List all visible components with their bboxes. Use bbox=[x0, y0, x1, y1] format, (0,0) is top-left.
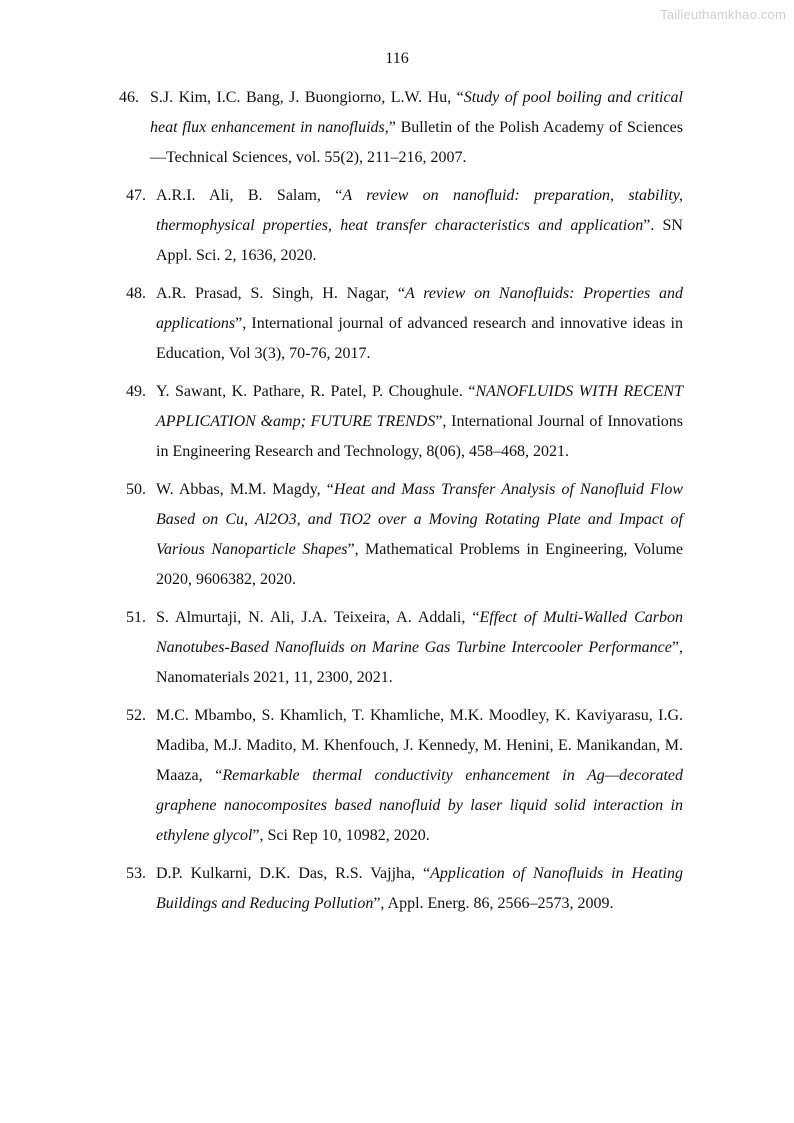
reference-item bbox=[118, 701, 683, 851]
reference-authors: S. Almurtaji, N. Ali, J.A. Teixeira, A. Addali, “ bbox=[156, 609, 480, 626]
reference-item bbox=[118, 475, 683, 595]
reference-title: NANOFLUIDS WITH RECENT APPLICATION &amp; FUTURE TRENDS bbox=[156, 383, 683, 430]
reference-list bbox=[118, 83, 683, 927]
reference-source: ”, Mathematical Problems in Engineering, Volume 2020, 9606382, 2020. bbox=[156, 541, 684, 588]
reference-source: ”, International Journal of Innovations in Engineering Research and Technology, 8(06), 458–468, 2021. bbox=[156, 413, 683, 460]
reference-number: 48. bbox=[126, 285, 146, 302]
page-number: 116 bbox=[385, 50, 409, 67]
reference-number: 50. bbox=[126, 481, 146, 498]
reference-authors: D.P. Kulkarni, D.K. Das, R.S. Vajjha, “ bbox=[156, 865, 431, 882]
reference-number: 51. bbox=[126, 609, 146, 626]
reference-item bbox=[118, 603, 683, 693]
reference-title: Study of pool boiling and critical heat flux enhancement in nanofluids bbox=[150, 89, 684, 136]
reference-source: ”, Nanomaterials 2021, 11, 2300, 2021. bbox=[156, 639, 683, 686]
reference-number: 52. bbox=[126, 707, 146, 724]
reference-authors: M.C. Mbambo, S. Khamlich, T. Khamliche, M.K. Moodley, K. Kaviyarasu, I.G. Madiba, M.J. Madito, M. Khenfouch, J. Kennedy, M. Henini, E. Manikandan, M. Maaza, “ bbox=[156, 707, 683, 784]
reference-title: Remarkable thermal conductivity enhancement in Ag—decorated graphene nanocomposites based nanofluid by laser liquid solid interaction in ethylene glycol bbox=[156, 767, 683, 844]
reference-authors: A.R.I. Ali, B. Salam, “ bbox=[156, 187, 343, 204]
reference-item bbox=[118, 377, 683, 467]
watermark: Tailieuthamkhao.com bbox=[660, 7, 786, 22]
reference-number: 46. bbox=[119, 89, 139, 106]
reference-title: Heat and Mass Transfer Analysis of Nanofluid Flow Based on Cu, Al2O3, and TiO2 over a Moving Rotating Plate and Impact of Various Nanoparticle Shapes bbox=[156, 481, 683, 558]
reference-authors: Y. Sawant, K. Pathare, R. Patel, P. Choughule. “ bbox=[156, 383, 476, 400]
reference-source: ”, Sci Rep 10, 10982, 2020. bbox=[252, 827, 430, 844]
reference-item bbox=[118, 83, 683, 173]
reference-title: A review on nanofluid: preparation, stability, thermophysical properties, heat transfer characteristics and application bbox=[156, 187, 683, 234]
reference-item bbox=[118, 279, 683, 369]
reference-authors: W. Abbas, M.M. Magdy, “ bbox=[156, 481, 334, 498]
reference-authors: S.J. Kim, I.C. Bang, J. Buongiorno, L.W. Hu, “ bbox=[150, 89, 464, 106]
reference-item bbox=[118, 181, 683, 271]
reference-number: 47. bbox=[126, 187, 146, 204]
reference-title: Effect of Multi-Walled Carbon Nanotubes-Based Nanofluids on Marine Gas Turbine Intercooler Performance bbox=[156, 609, 684, 656]
reference-number: 49. bbox=[126, 383, 146, 400]
reference-source: ”, Appl. Energ. 86, 2566–2573, 2009. bbox=[373, 895, 614, 912]
reference-source: ,” Bulletin of the Polish Academy of Sciences—Technical Sciences, vol. 55(2), 211–216, 2007. bbox=[150, 119, 683, 166]
reference-number: 53. bbox=[126, 865, 146, 882]
reference-title: A review on Nanofluids: Properties and applications bbox=[156, 285, 683, 332]
reference-item bbox=[118, 859, 683, 919]
reference-source: ”. SN Appl. Sci. 2, 1636, 2020. bbox=[156, 217, 683, 264]
reference-authors: A.R. Prasad, S. Singh, H. Nagar, “ bbox=[156, 285, 405, 302]
reference-title: Application of Nanofluids in Heating Buildings and Reducing Pollution bbox=[156, 865, 683, 912]
reference-source: ”, International journal of advanced research and innovative ideas in Education, Vol 3(3), 70-76, 2017. bbox=[156, 315, 683, 362]
